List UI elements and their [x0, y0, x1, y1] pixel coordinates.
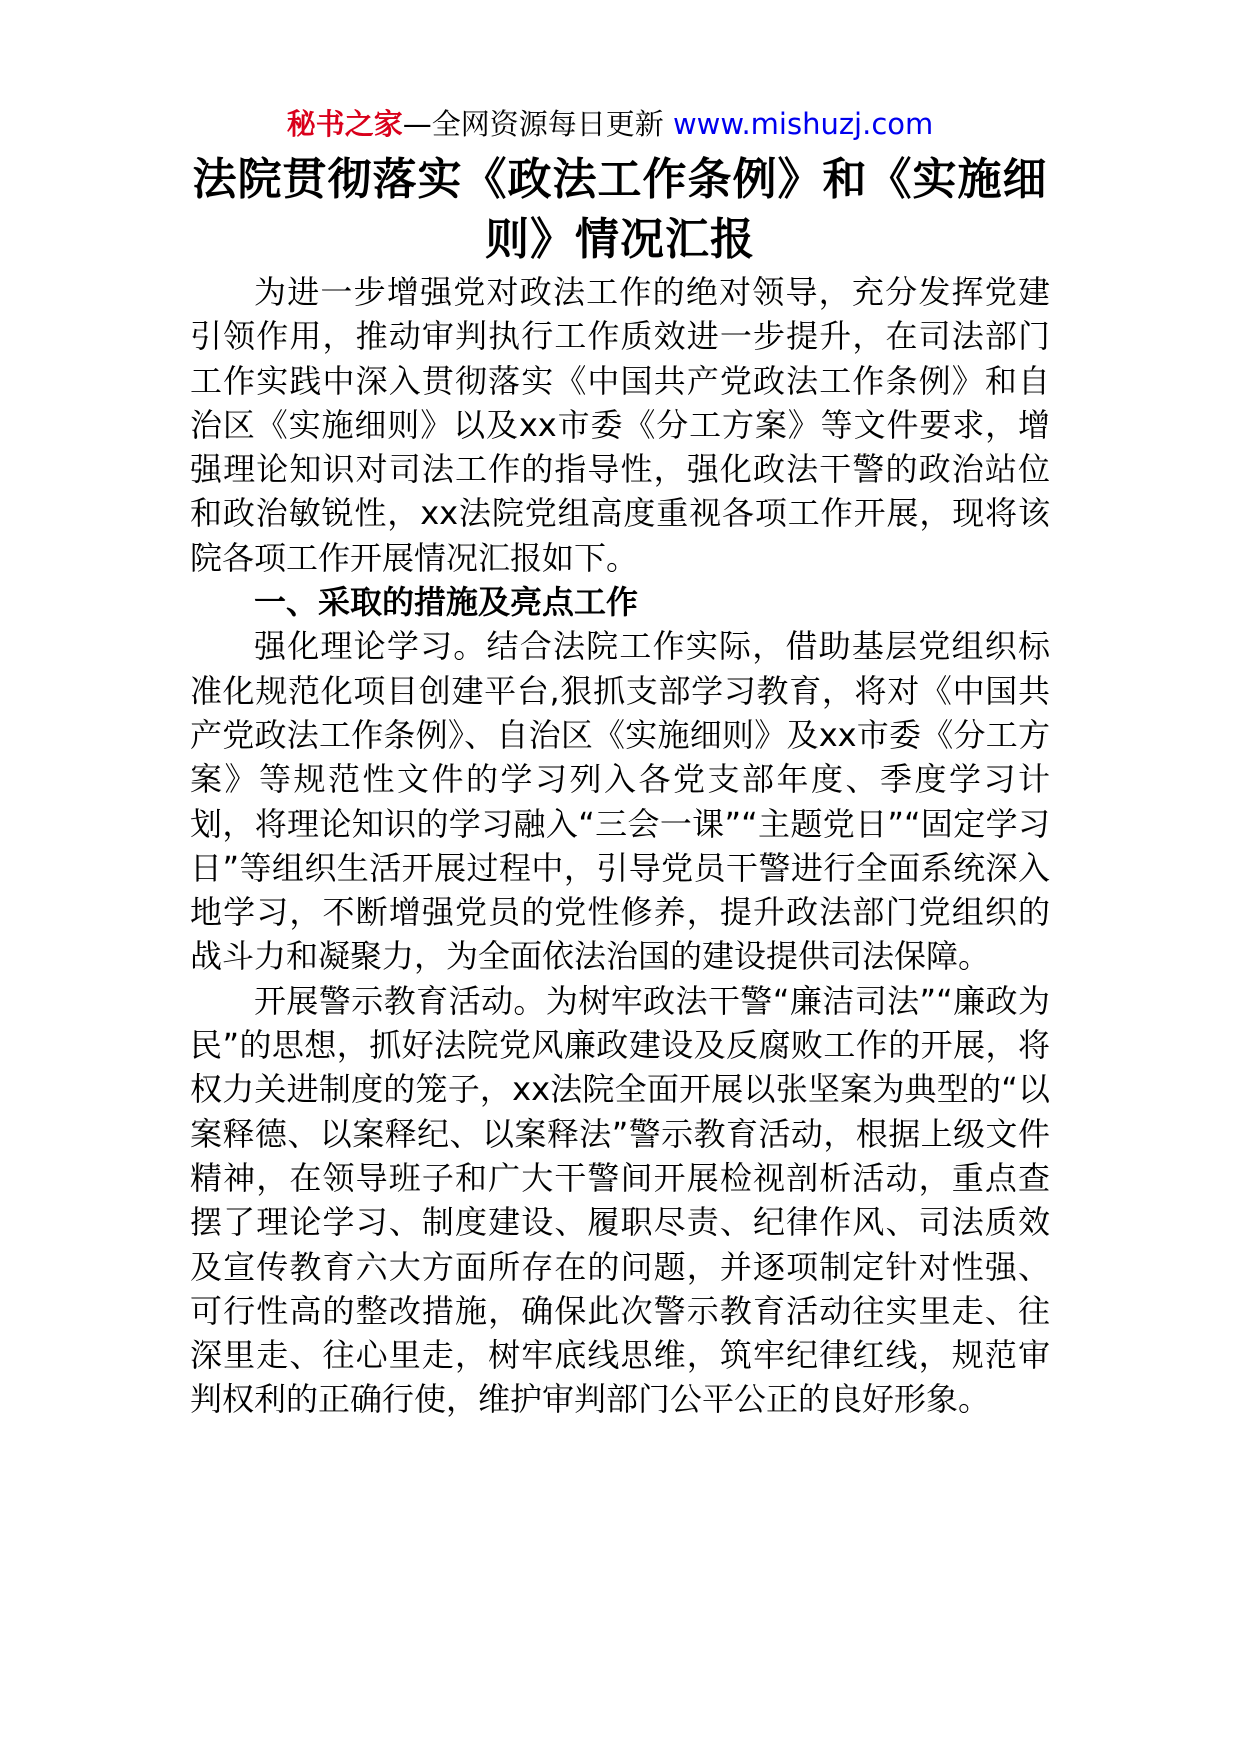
header-tagline: —全网资源每日更新: [402, 107, 673, 141]
brand-name: 秘书之家: [286, 107, 403, 141]
section-heading: 一、采取的措施及亮点工作: [254, 583, 639, 622]
site-header: [170, 100, 1050, 148]
theory-study-paragraph: 强化理论学习。结合法院工作实际，借助基层党组织标准化规范化项目创建平台,狠抓支部学习教育，将对《中国共产党政法工作条例》、自治区《实施细则》及xx市委《分工方案》等规范性文件的学习列入各党支部年度、季度学习计划，将理论知识的学习融入“三会一课”“主题党日”“固定学习日”等组织生活开展过程中，引导党员干警进行全面系统深入地学习，不断增强党员的党性修养，提升政法部门党组织的战斗力和凝聚力，为全面依法治国的建设提供司法保障。: [190, 627, 1050, 976]
site-url-link[interactable]: www.mishuzj.com: [672, 107, 934, 141]
warning-education-paragraph: 开展警示教育活动。为树牢政法干警“廉洁司法”“廉政为民”的思想，抓好法院党风廉政建设及反腐败工作的开展，将权力关进制度的笼子，xx法院全面开展以张坚案为典型的“以案释德、以案释纪、以案释法”警示教育活动，根据上级文件精神，在领导班子和广大干警间开展检视剖析活动，重点查摆了理论学习、制度建设、履职尽责、纪律作风、司法质效及宣传教育六大方面所存在的问题，并逐项制定针对性强、可行性高的整改措施，确保此次警示教育活动往实里走、往深里走、往心里走，树牢底线思维，筑牢纪律红线，规范审判权利的正确行使，维护审判部门公平公正的良好形象。: [190, 981, 1050, 1419]
document-page: [190, 100, 1050, 1422]
intro-paragraph: 为进一步增强党对政法工作的绝对领导，充分发挥党建引领作用，推动审判执行工作质效进一步提升，在司法部门工作实践中深入贯彻落实《中国共产党政法工作条例》和自治区《实施细则》以及xx市委《分工方案》等文件要求，增强理论知识对司法工作的指导性，强化政法干警的政治站位和政治敏锐性，xx法院党组高度重视各项工作开展，现将该院各项工作开展情况汇报如下。: [190, 273, 1050, 577]
document-title: 法院贯彻落实《政法工作条例》和《实施细则》情况汇报: [192, 154, 1048, 265]
